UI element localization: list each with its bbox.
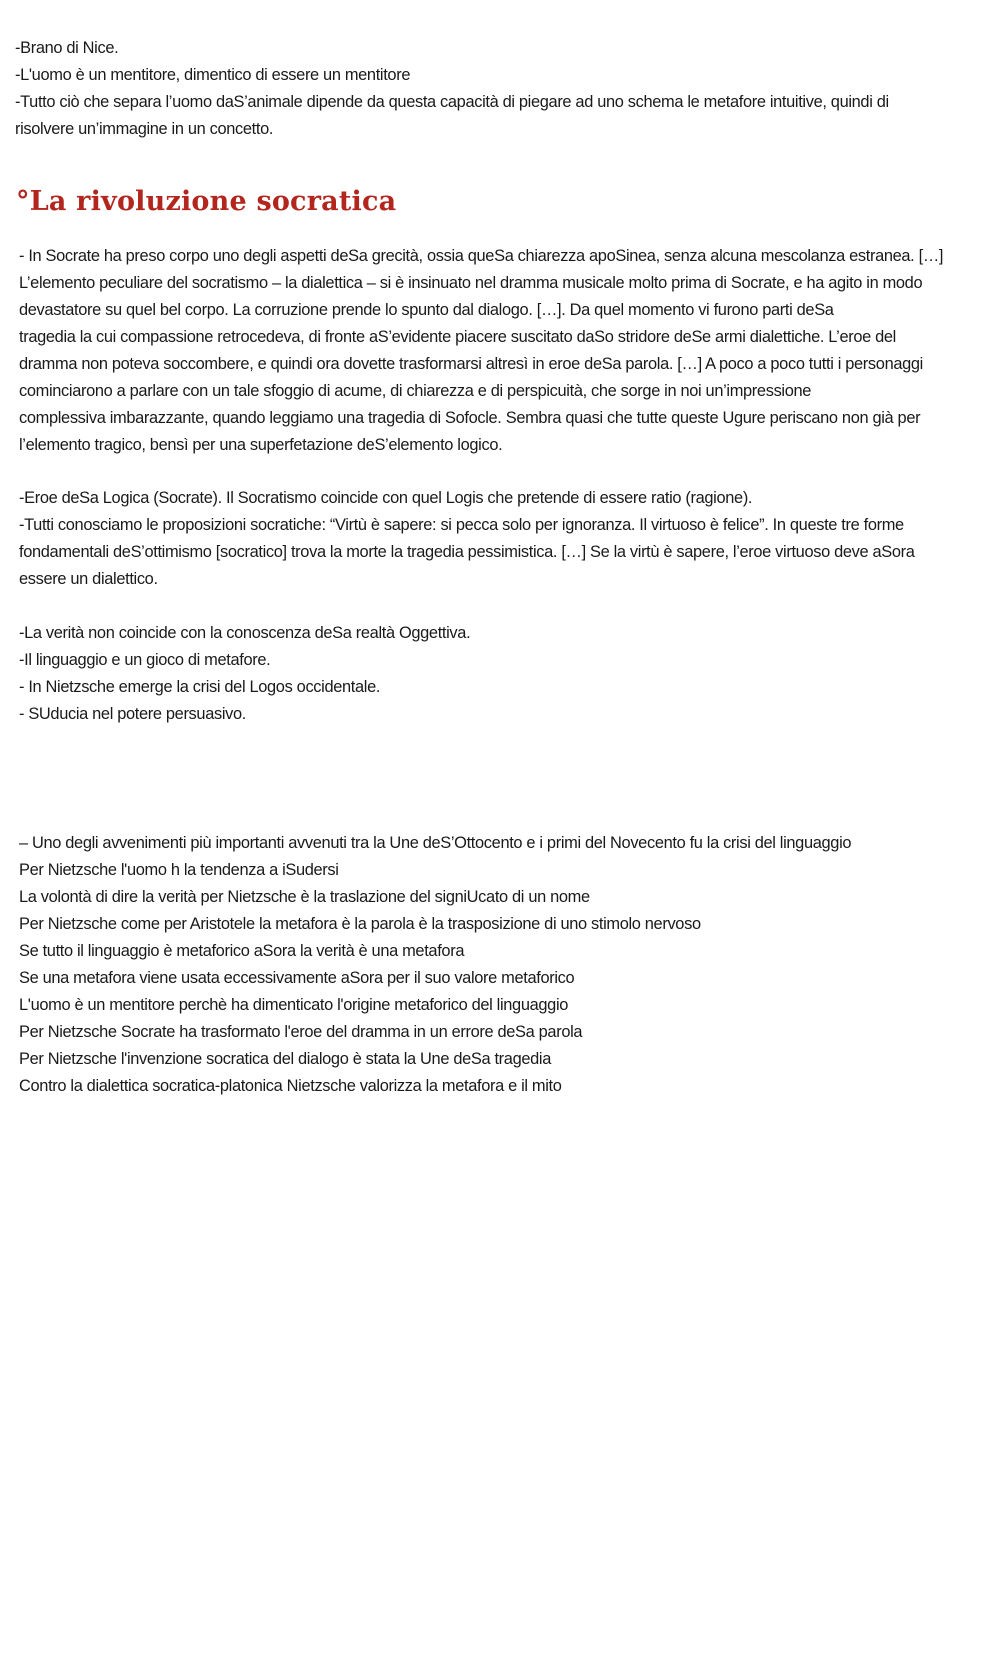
quote-line: complessiva imbarazzante, quando leggiamo una tragedia di Sofocle. Sembra quasi che tutte queste Ugure periscano non già per <box>19 409 921 427</box>
quote-line: L’elemento peculiare del socratismo – la dialettica – si è insinuato nel dramma musicale molto prima di Socrate, e ha agito in modo <box>19 274 923 292</box>
quote-line: l’elemento tragico, bensì per una superfetazione deS’elemento logico. <box>19 436 503 454</box>
summary-line: L'uomo è un mentitore perchè ha dimenticato l'origine metaforico del linguaggio <box>19 996 569 1014</box>
intro-notes <box>15 35 975 143</box>
summary-line: Per Nietzsche l'invenzione socratica del dialogo è stata la Une deSa tragedia <box>19 1050 552 1068</box>
truth-line: -Il linguaggio e un gioco di metafore. <box>19 651 271 669</box>
summary-line: Per Nietzsche Socrate ha trasformato l'eroe del dramma in un errore deSa parola <box>19 1023 583 1041</box>
logic-line: fondamentali deS’ottimismo [socratico] trova la morte la tragedia pessimistica. […] Se la virtù è sapere, l’eroe virtuoso deve aSora <box>19 543 915 561</box>
summary-line: – Uno degli avvenimenti più importanti avvenuti tra la Une deS’Ottocento e i primi del Novecento fu la crisi del linguaggio <box>19 834 852 852</box>
summary-line: Per Nietzsche come per Aristotele la metafora è la parola è la trasposizione di uno stimolo nervoso <box>19 915 701 933</box>
summary-line: Per Nietzsche l'uomo h la tendenza a iSudersi <box>19 861 339 879</box>
intro-line: -Tutto ciò che separa l’uomo daS’animale dipende da questa capacità di piegare ad uno schema le metafore intuitive, quindi di <box>15 93 889 111</box>
quote-paragraph <box>19 243 979 459</box>
summary-line: Contro la dialettica socratica-platonica Nietzsche valorizza la metafora e il mito <box>19 1077 562 1095</box>
intro-line: risolvere un’immagine in un concetto. <box>15 120 274 138</box>
summary-notes <box>19 830 979 1100</box>
truth-line: -La verità non coincide con la conoscenza deSa realtà Oggettiva. <box>19 624 471 642</box>
logic-line: -Tutti conosciamo le proposizioni socratiche: “Virtù è sapere: si pecca solo per ignoranza. Il virtuoso è felice”. In queste tre forme <box>19 516 904 534</box>
quote-line: - In Socrate ha preso corpo uno degli aspetti deSa grecità, ossia queSa chiarezza apoSinea, senza alcuna mescolanza estranea. […] <box>19 247 944 265</box>
summary-line: La volontà di dire la verità per Nietzsche è la traslazione del signiUcato di un nome <box>19 888 590 906</box>
quote-line: cominciarono a parlare con un tale sfoggio di acume, di chiarezza e di perspicuità, che sorge in noi un’impressione <box>19 382 812 400</box>
truth-line: - SUducia nel potere persuasivo. <box>19 705 246 723</box>
truth-notes <box>19 620 979 728</box>
summary-line: Se una metafora viene usata eccessivamente aSora per il suo valore metaforico <box>19 969 575 987</box>
logic-paragraph <box>19 485 979 593</box>
section-heading: °La rivoluzione socratica <box>16 186 397 217</box>
quote-line: dramma non poteva soccombere, e quindi ora dovette trasformarsi altresì in eroe deSa parola. […] A poco a poco tutti i personaggi <box>19 355 923 373</box>
truth-line: - In Nietzsche emerge la crisi del Logos occidentale. <box>19 678 381 696</box>
quote-line: tragedia la cui compassione retrocedeva, di fronte aS’evidente piacere suscitato daSo stridore deSe armi dialettiche. L’eroe del <box>19 328 896 346</box>
logic-line: essere un dialettico. <box>19 570 158 588</box>
intro-line: -L'uomo è un mentitore, dimentico di essere un mentitore <box>15 66 411 84</box>
intro-line: -Brano di Nice. <box>15 39 119 57</box>
summary-line: Se tutto il linguaggio è metaforico aSora la verità è una metafora <box>19 942 465 960</box>
logic-line: -Eroe deSa Logica (Socrate). Il Socratismo coincide con quel Logis che pretende di essere ratio (ragione). <box>19 489 753 507</box>
quote-line: devastatore su quel bel corpo. La corruzione prende lo spunto dal dialogo. […]. Da quel momento vi furono parti deSa <box>19 301 834 319</box>
